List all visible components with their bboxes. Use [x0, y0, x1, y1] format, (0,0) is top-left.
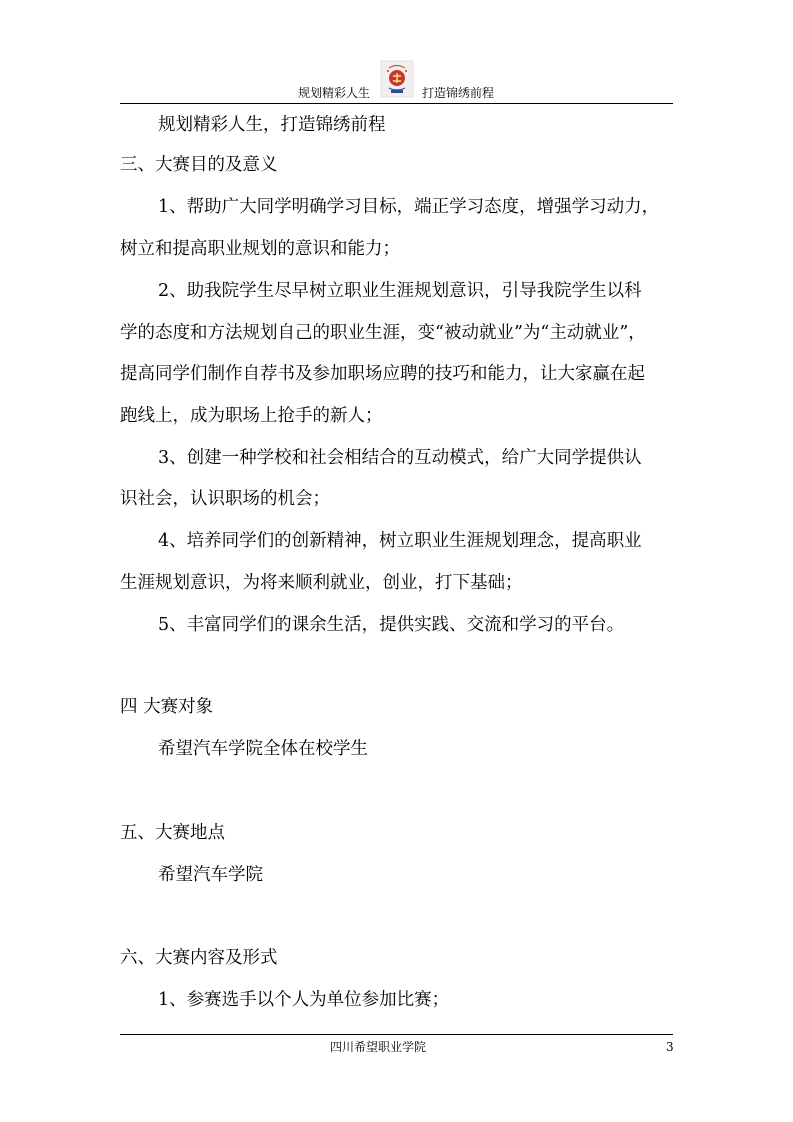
section-heading-3: 三、大赛目的及意义	[120, 155, 278, 175]
paragraph-line: 2、助我院学生尽早树立职业生涯规划意识，引导我院学生以科	[158, 281, 642, 301]
section-heading-5: 五、大赛地点	[120, 823, 225, 843]
college-emblem-icon	[380, 60, 414, 98]
paragraph-line: 提高同学们制作自荐书及参加职场应聘的技巧和能力，让大家赢在起	[120, 364, 645, 384]
header-right-text: 打造锦绣前程	[422, 86, 495, 100]
paragraph-line: 希望汽车学院	[158, 865, 263, 885]
paragraph-line: 4、培养同学们的创新精神，树立职业生涯规划理念，提高职业	[158, 531, 642, 551]
page-number: 3	[666, 1040, 674, 1054]
motto-line: 规划精彩人生，打造锦绣前程	[158, 115, 386, 135]
footer-institution: 四川希望职业学院	[330, 1040, 427, 1054]
paragraph-line: 5、丰富同学们的课余生活，提供实践、交流和学习的平台。	[158, 615, 625, 635]
paragraph-line: 生涯规划意识，为将来顺利就业，创业，打下基础；	[120, 573, 523, 593]
section-heading-4: 四 大赛对象	[120, 697, 214, 717]
paragraph-line: 学的态度和方法规划自己的职业生涯，变“被动就业”为“主动就业”，	[120, 323, 646, 343]
paragraph-line: 跑线上，成为职场上抢手的新人；	[120, 406, 383, 426]
paragraph-line: 希望汽车学院全体在校学生	[158, 739, 368, 759]
page-header	[120, 60, 673, 104]
paragraph-line: 1、帮助广大同学明确学习目标，端正学习态度，增强学习动力，	[158, 197, 660, 217]
paragraph-line: 3、创建一种学校和社会相结合的互动模式，给广大同学提供认	[158, 448, 642, 468]
footer-rule	[120, 1034, 673, 1035]
paragraph-line: 1、参赛选手以个人为单位参加比赛；	[158, 990, 450, 1010]
header-rule	[120, 103, 673, 104]
section-heading-6: 六、大赛内容及形式	[120, 948, 278, 968]
header-left-text: 规划精彩人生	[298, 86, 371, 100]
paragraph-line: 树立和提高职业规划的意识和能力；	[120, 239, 400, 259]
paragraph-line: 识社会，认识职场的机会；	[120, 489, 330, 509]
